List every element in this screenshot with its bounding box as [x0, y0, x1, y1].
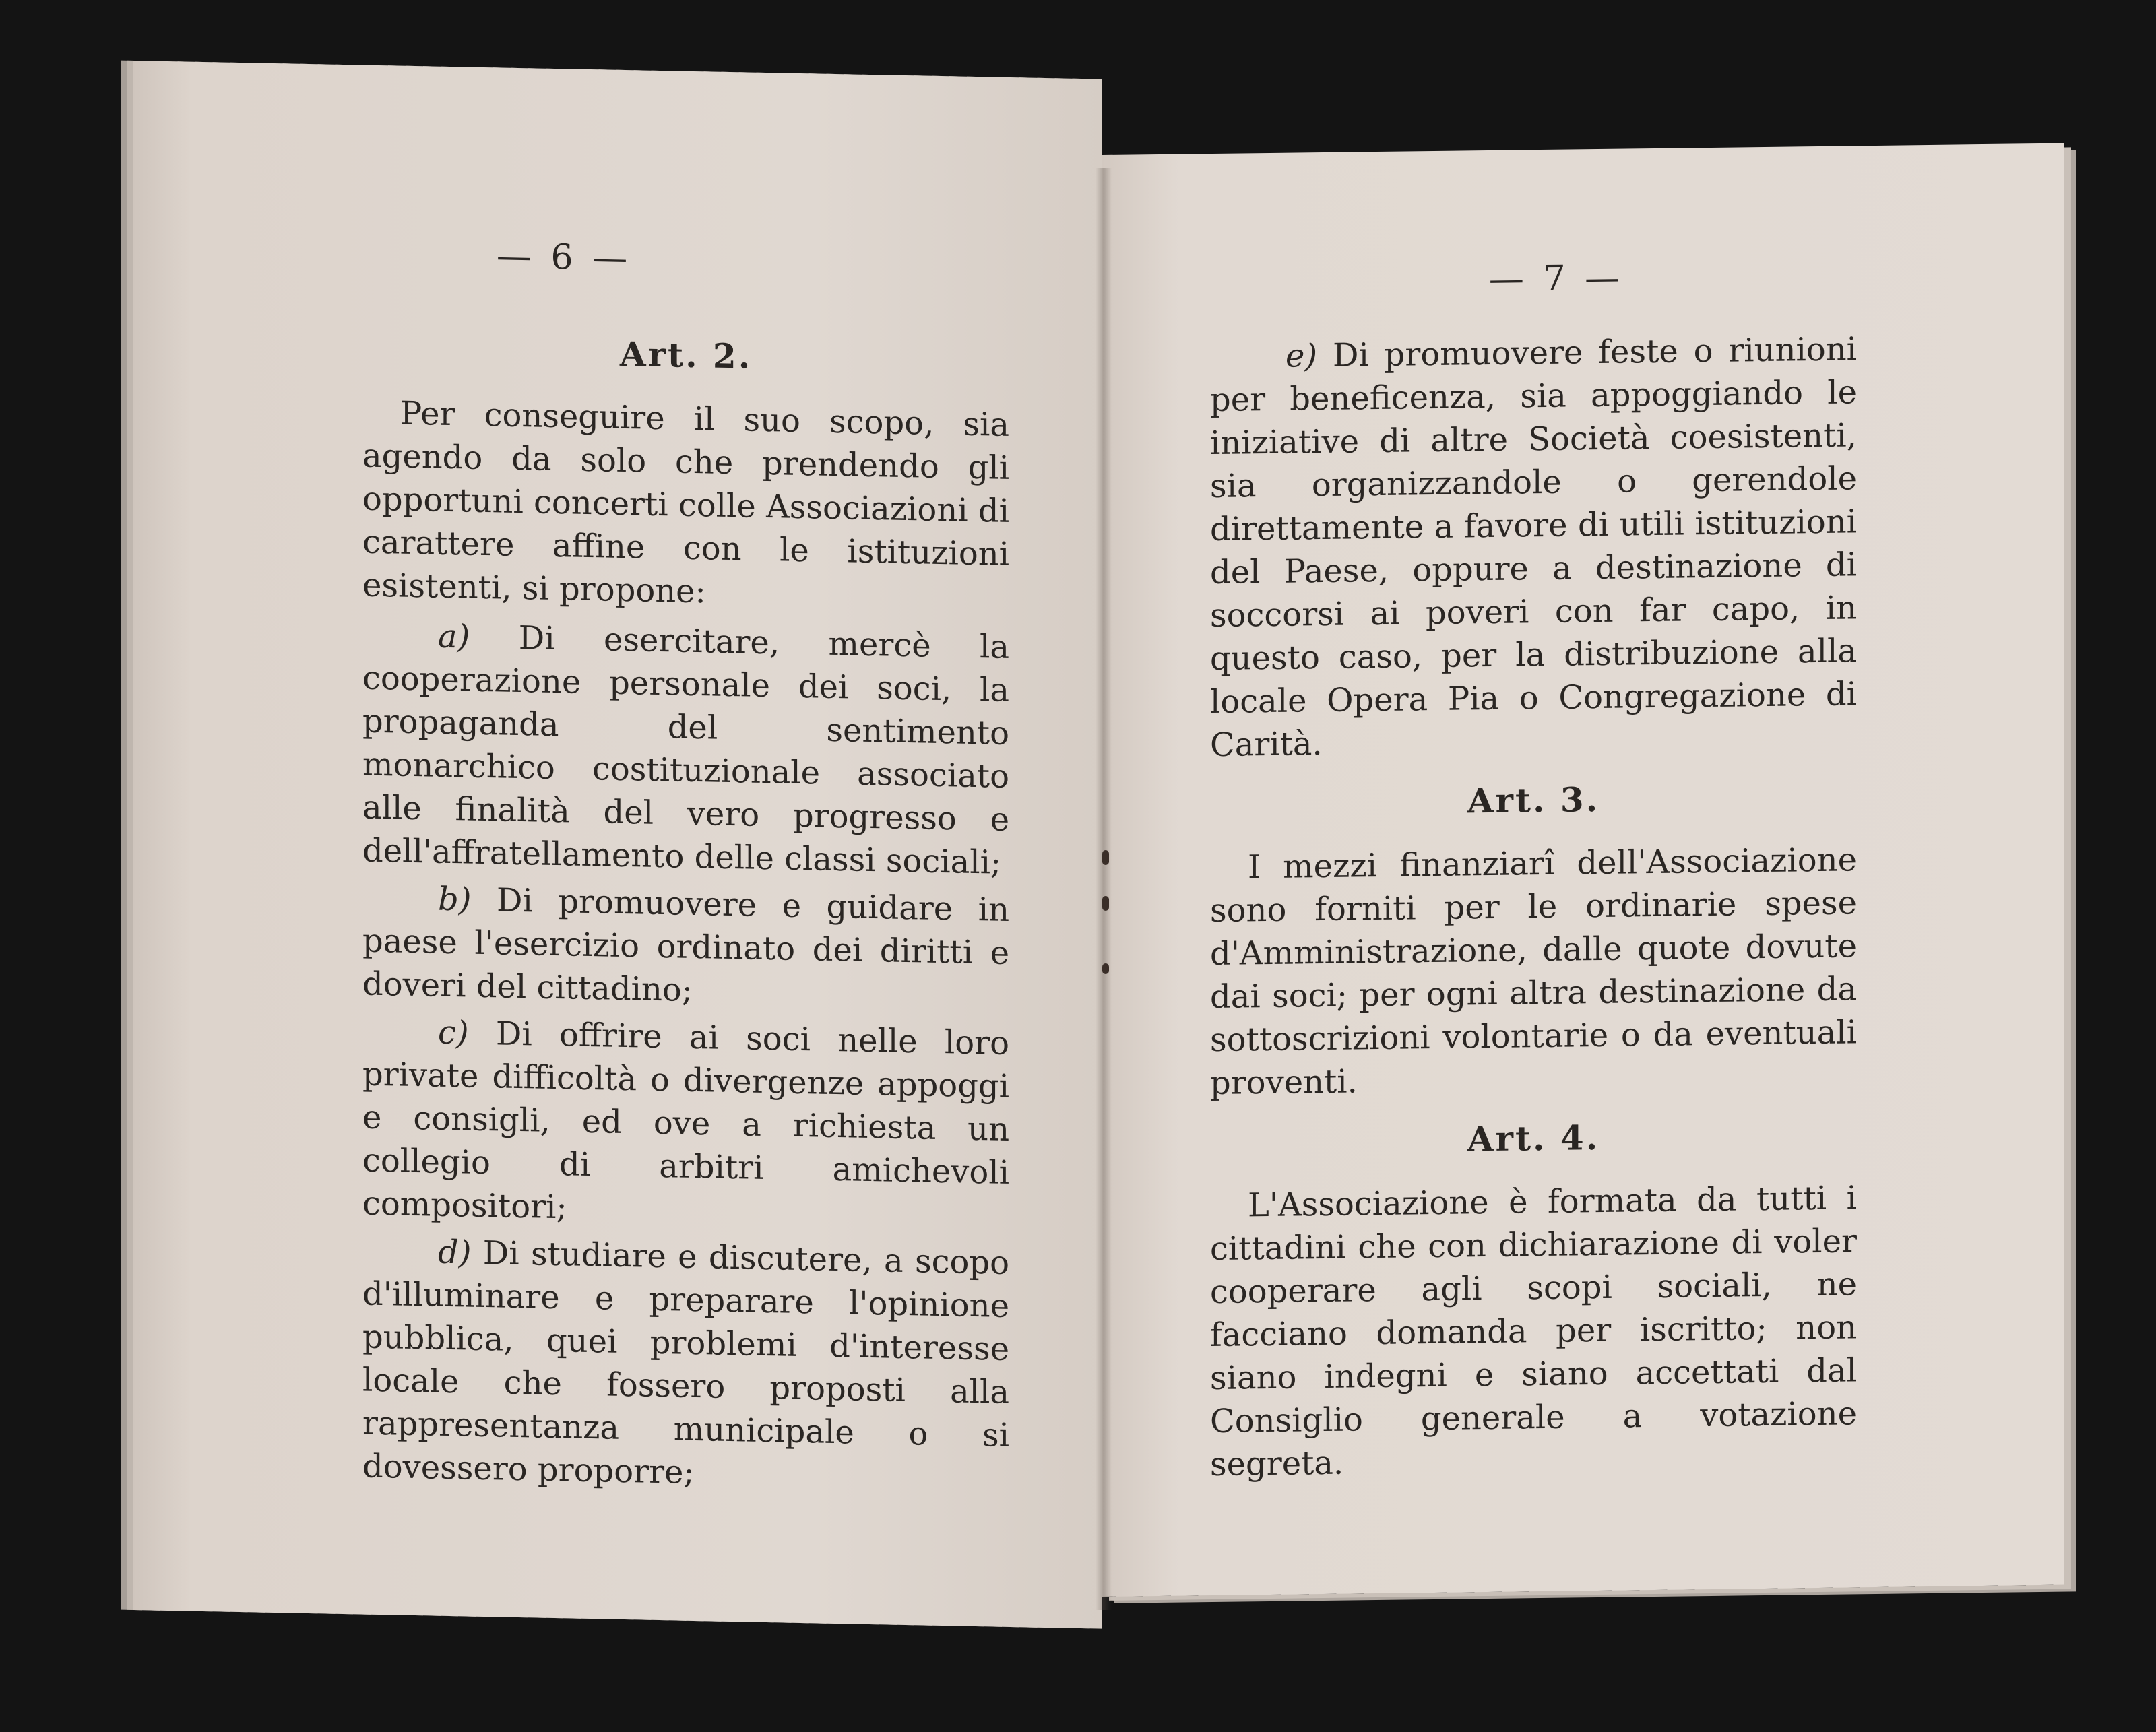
- item-d-text: Di studiare e discutere, a scopo d'illuminare e preparare l'opinione pubblica, quei problemi d'interesse locale che fossero proposti alla rappresentanza municipale o si dovessero proporre;: [362, 1233, 1009, 1492]
- article-3-text: I mezzi finanziarî dell'Associazione sono forniti per le ordinarie spese d'Amministrazione, dalle quote dovute dai soci; per ogni altra destinazione da sottoscrizioni volontarie o da eventuali proventi.: [1210, 841, 1857, 1103]
- item-b-label: b): [438, 880, 472, 919]
- item-d: [362, 1229, 1009, 1500]
- item-c: [362, 1010, 1009, 1238]
- item-c-label: c): [438, 1013, 469, 1052]
- item-c-text: Di offrire ai soci nelle loro private difficoltà o divergenze appoggi e consigli, ed ove a richiesta un collegio di arbitri amichevoli compositori;: [362, 1014, 1009, 1227]
- page-number-left: — 6 —: [496, 236, 632, 280]
- item-a: [362, 614, 1009, 885]
- item-e: [1210, 327, 1857, 767]
- article-4-title: Art. 4.: [1467, 1117, 1600, 1159]
- binding-stitch-top: [1102, 850, 1109, 865]
- item-a-label: a): [438, 617, 470, 656]
- item-b-text: Di promuovere e guidare in paese l'esercizio ordinato dei diritti e doveri del cittadino;: [362, 880, 1009, 1009]
- item-a-text: Di esercitare, mercè la cooperazione personale dei soci, la propaganda del sentimento monarchico costituzionale associato alle finalità del vero progresso e dell'affratellamento delle classi sociali;: [362, 618, 1009, 882]
- item-e-text: Di promuovere feste o riunioni per beneficenza, sia appoggiando le iniziative di altre Società coesistenti, sia organizzandole o gerendole direttamente a favore di utili istituzioni del Paese, oppure a destinazione di soccorsi ai poveri con far capo, in questo caso, per la distribuzione alla locale Opera Pia o Congregazione di Carità.: [1210, 330, 1857, 765]
- left-page-text: [362, 328, 1009, 1504]
- article-3-title: Art. 3.: [1467, 779, 1600, 821]
- binding-stitch-middle: [1102, 896, 1109, 911]
- right-page: [1102, 143, 2064, 1597]
- right-page-text: [1210, 327, 1857, 1493]
- article-2-title: Art. 2.: [619, 333, 753, 377]
- article-2-intro: Per conseguire il suo scopo, sia agendo da solo che prendendo gli opportuni concerti colle Associazioni di carattere affine con le istituzioni esistenti, si propone:: [362, 394, 1009, 611]
- item-b: [362, 876, 1009, 1018]
- book-gutter: [1096, 168, 1112, 1610]
- item-e-label: e): [1286, 337, 1318, 375]
- left-page: [133, 61, 1102, 1629]
- item-d-label: d): [438, 1233, 472, 1272]
- page-number-right: — 7 —: [1488, 257, 1624, 300]
- binding-stitch-bottom: [1102, 963, 1109, 974]
- article-4-text: L'Associazione è formata da tutti i cittadini che con dichiarazione di voler cooperare agli scopi sociali, ne facciano domanda per iscritto; non siano indegni e siano accettati dal Consiglio generale a votazione segreta.: [1210, 1179, 1857, 1484]
